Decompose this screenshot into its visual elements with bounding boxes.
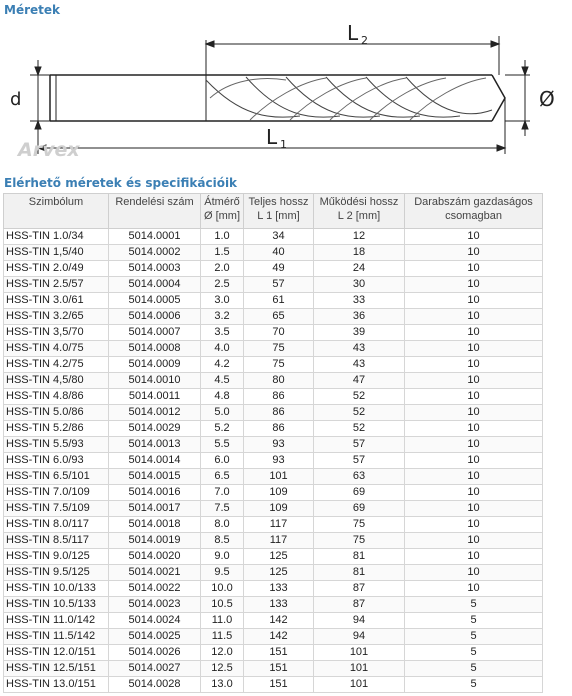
table-cell: 5 <box>405 629 543 645</box>
table-row <box>4 613 543 629</box>
table-row <box>4 405 543 421</box>
table-cell: 5014.0013 <box>109 437 201 453</box>
table-cell: 10 <box>405 485 543 501</box>
table-cell: 142 <box>244 613 314 629</box>
table-cell: 81 <box>314 565 405 581</box>
table-cell: 18 <box>314 245 405 261</box>
table-cell: 10 <box>405 405 543 421</box>
table-cell: 4.8 <box>201 389 244 405</box>
table-cell: HSS-TIN 9.0/125 <box>4 549 109 565</box>
drill-dimension-drawing <box>0 20 572 170</box>
table-cell: 5014.0002 <box>109 245 201 261</box>
table-cell: HSS-TIN 5.2/86 <box>4 421 109 437</box>
table-cell: 30 <box>314 277 405 293</box>
table-cell: 86 <box>244 389 314 405</box>
table-cell: 36 <box>314 309 405 325</box>
table-cell: 4.0 <box>201 341 244 357</box>
table-cell: 69 <box>314 485 405 501</box>
table-row <box>4 309 543 325</box>
table-row <box>4 517 543 533</box>
table-cell: 11.0 <box>201 613 244 629</box>
table-cell: 10 <box>405 549 543 565</box>
table-header-row <box>4 194 543 229</box>
table-cell: 93 <box>244 437 314 453</box>
table-cell: 125 <box>244 549 314 565</box>
table-cell: 2.0 <box>201 261 244 277</box>
table-cell: 5014.0014 <box>109 453 201 469</box>
spec-table <box>3 193 543 693</box>
table-cell: 142 <box>244 629 314 645</box>
table-cell: 81 <box>314 549 405 565</box>
spec-title: Elérhető méretek és specifikációik <box>4 176 238 190</box>
table-cell: 10 <box>405 373 543 389</box>
table-cell: 52 <box>314 405 405 421</box>
table-cell: HSS-TIN 13.0/151 <box>4 677 109 693</box>
table-cell: 12 <box>314 229 405 245</box>
table-cell: HSS-TIN 4.2/75 <box>4 357 109 373</box>
table-cell: 5014.0010 <box>109 373 201 389</box>
table-row <box>4 389 543 405</box>
table-cell: 5 <box>405 677 543 693</box>
table-cell: 5014.0006 <box>109 309 201 325</box>
table-cell: 2.5 <box>201 277 244 293</box>
table-cell: 5 <box>405 645 543 661</box>
table-cell: 5 <box>405 613 543 629</box>
table-cell: 5014.0020 <box>109 549 201 565</box>
table-cell: 65 <box>244 309 314 325</box>
table-cell: 13.0 <box>201 677 244 693</box>
table-cell: 5014.0022 <box>109 581 201 597</box>
l2-label: L <box>347 21 359 45</box>
table-cell: 86 <box>244 405 314 421</box>
table-cell: HSS-TIN 10.0/133 <box>4 581 109 597</box>
table-cell: 33 <box>314 293 405 309</box>
table-row <box>4 485 543 501</box>
table-cell: 5014.0001 <box>109 229 201 245</box>
table-row <box>4 501 543 517</box>
table-cell: 101 <box>314 661 405 677</box>
table-cell: 10 <box>405 469 543 485</box>
l1-sub: 1 <box>280 138 287 151</box>
table-cell: 52 <box>314 421 405 437</box>
table-cell: 10 <box>405 309 543 325</box>
table-cell: HSS-TIN 3.0/61 <box>4 293 109 309</box>
table-cell: 5.2 <box>201 421 244 437</box>
table-cell: 117 <box>244 533 314 549</box>
table-cell: 5014.0012 <box>109 405 201 421</box>
table-cell: 133 <box>244 581 314 597</box>
table-cell: 10 <box>405 501 543 517</box>
table-cell: 63 <box>314 469 405 485</box>
table-cell: 39 <box>314 325 405 341</box>
table-cell: 75 <box>314 517 405 533</box>
table-cell: 5014.0016 <box>109 485 201 501</box>
table-cell: 10 <box>405 245 543 261</box>
table-cell: 80 <box>244 373 314 389</box>
table-cell: 52 <box>314 389 405 405</box>
table-cell: 75 <box>244 341 314 357</box>
table-cell: HSS-TIN 1.0/34 <box>4 229 109 245</box>
table-cell: 10 <box>405 421 543 437</box>
table-cell: 10 <box>405 453 543 469</box>
table-cell: 7.0 <box>201 485 244 501</box>
table-cell: 10 <box>405 533 543 549</box>
table-cell: 9.0 <box>201 549 244 565</box>
table-cell: HSS-TIN 3,5/70 <box>4 325 109 341</box>
table-cell: 87 <box>314 597 405 613</box>
table-cell: 86 <box>244 421 314 437</box>
table-cell: 24 <box>314 261 405 277</box>
table-cell: 43 <box>314 357 405 373</box>
table-cell: HSS-TIN 11.0/142 <box>4 613 109 629</box>
table-cell: 10 <box>405 565 543 581</box>
table-cell: HSS-TIN 8.0/117 <box>4 517 109 533</box>
table-cell: 5014.0029 <box>109 421 201 437</box>
table-cell: 5014.0004 <box>109 277 201 293</box>
table-cell: 10 <box>405 437 543 453</box>
table-cell: 133 <box>244 597 314 613</box>
table-cell: 151 <box>244 677 314 693</box>
table-row <box>4 581 543 597</box>
table-cell: 10 <box>405 581 543 597</box>
table-cell: 10 <box>405 341 543 357</box>
table-cell: 10 <box>405 277 543 293</box>
table-row <box>4 677 543 693</box>
section-title: Méretek <box>4 3 60 17</box>
table-cell: 75 <box>244 357 314 373</box>
table-row <box>4 565 543 581</box>
header-order-number: Rendelési szám <box>109 194 201 229</box>
table-row <box>4 245 543 261</box>
table-cell: 101 <box>314 645 405 661</box>
table-cell: 5014.0021 <box>109 565 201 581</box>
table-cell: 10 <box>405 229 543 245</box>
table-cell: HSS-TIN 5.0/86 <box>4 405 109 421</box>
table-cell: 101 <box>314 677 405 693</box>
table-cell: 10 <box>405 261 543 277</box>
table-cell: HSS-TIN 11.5/142 <box>4 629 109 645</box>
l1-label: L <box>266 125 278 149</box>
table-cell: 6.0 <box>201 453 244 469</box>
table-cell: 5014.0005 <box>109 293 201 309</box>
table-cell: HSS-TIN 5.5/93 <box>4 437 109 453</box>
table-cell: 3.5 <box>201 325 244 341</box>
table-cell: 94 <box>314 629 405 645</box>
table-cell: 93 <box>244 453 314 469</box>
table-cell: 8.5 <box>201 533 244 549</box>
table-cell: 34 <box>244 229 314 245</box>
table-cell: 5014.0019 <box>109 533 201 549</box>
table-cell: 7.5 <box>201 501 244 517</box>
table-cell: HSS-TIN 4.0/75 <box>4 341 109 357</box>
table-cell: 61 <box>244 293 314 309</box>
table-cell: HSS-TIN 9.5/125 <box>4 565 109 581</box>
table-cell: 9.5 <box>201 565 244 581</box>
header-symbol: Szimbólum <box>4 194 109 229</box>
table-row <box>4 661 543 677</box>
table-cell: 8.0 <box>201 517 244 533</box>
table-cell: 5014.0027 <box>109 661 201 677</box>
table-cell: 10 <box>405 325 543 341</box>
table-cell: 10.0 <box>201 581 244 597</box>
table-cell: 1.0 <box>201 229 244 245</box>
table-cell: 5014.0028 <box>109 677 201 693</box>
table-cell: 94 <box>314 613 405 629</box>
table-row <box>4 437 543 453</box>
table-cell: 49 <box>244 261 314 277</box>
table-cell: 43 <box>314 341 405 357</box>
table-cell: 5014.0026 <box>109 645 201 661</box>
table-cell: 125 <box>244 565 314 581</box>
table-cell: 5014.0024 <box>109 613 201 629</box>
table-cell: 10 <box>405 357 543 373</box>
table-cell: HSS-TIN 12.5/151 <box>4 661 109 677</box>
table-cell: 57 <box>314 437 405 453</box>
table-cell: 1.5 <box>201 245 244 261</box>
table-cell: 57 <box>244 277 314 293</box>
table-cell: 101 <box>244 469 314 485</box>
table-cell: 5014.0011 <box>109 389 201 405</box>
table-row <box>4 357 543 373</box>
table-cell: 4.5 <box>201 373 244 389</box>
table-cell: 109 <box>244 485 314 501</box>
table-cell: 5 <box>405 661 543 677</box>
header-total-length: Teljes hossz L 1 [mm] <box>244 194 314 229</box>
table-row <box>4 229 543 245</box>
table-cell: 11.5 <box>201 629 244 645</box>
table-cell: HSS-TIN 4.8/86 <box>4 389 109 405</box>
header-pack-quantity: Darabszám gazdaságos csomagban <box>405 194 543 229</box>
table-cell: HSS-TIN 7.5/109 <box>4 501 109 517</box>
table-cell: 40 <box>244 245 314 261</box>
table-cell: 12.5 <box>201 661 244 677</box>
table-cell: 4.2 <box>201 357 244 373</box>
table-cell: 10 <box>405 517 543 533</box>
table-cell: 5 <box>405 597 543 613</box>
table-cell: 5.5 <box>201 437 244 453</box>
table-cell: 5014.0018 <box>109 517 201 533</box>
table-cell: HSS-TIN 7.0/109 <box>4 485 109 501</box>
table-cell: HSS-TIN 6.0/93 <box>4 453 109 469</box>
table-row <box>4 421 543 437</box>
table-cell: 5014.0025 <box>109 629 201 645</box>
table-row <box>4 533 543 549</box>
table-cell: 5014.0023 <box>109 597 201 613</box>
table-cell: 10 <box>405 293 543 309</box>
table-row <box>4 629 543 645</box>
table-cell: 151 <box>244 645 314 661</box>
table-cell: 70 <box>244 325 314 341</box>
arvex-logo: Arvex <box>18 139 80 161</box>
table-cell: HSS-TIN 3.2/65 <box>4 309 109 325</box>
table-cell: 5.0 <box>201 405 244 421</box>
table-row <box>4 277 543 293</box>
table-body <box>4 229 543 693</box>
table-cell: 5014.0003 <box>109 261 201 277</box>
table-cell: 3.0 <box>201 293 244 309</box>
table-cell: 5014.0007 <box>109 325 201 341</box>
table-cell: 151 <box>244 661 314 677</box>
table-cell: HSS-TIN 12.0/151 <box>4 645 109 661</box>
table-cell: 10.5 <box>201 597 244 613</box>
table-cell: 109 <box>244 501 314 517</box>
table-cell: 47 <box>314 373 405 389</box>
table-cell: 5014.0008 <box>109 341 201 357</box>
table-cell: 3.2 <box>201 309 244 325</box>
table-cell: 12.0 <box>201 645 244 661</box>
table-cell: 5014.0009 <box>109 357 201 373</box>
table-row <box>4 325 543 341</box>
table-cell: HSS-TIN 2.0/49 <box>4 261 109 277</box>
table-cell: 69 <box>314 501 405 517</box>
table-cell: 5014.0017 <box>109 501 201 517</box>
table-cell: HSS-TIN 6.5/101 <box>4 469 109 485</box>
table-row <box>4 549 543 565</box>
table-row <box>4 293 543 309</box>
table-row <box>4 645 543 661</box>
diameter-label: Ø <box>539 87 555 111</box>
table-cell: HSS-TIN 10.5/133 <box>4 597 109 613</box>
table-row <box>4 341 543 357</box>
table-cell: 75 <box>314 533 405 549</box>
table-row <box>4 469 543 485</box>
header-working-length: Működési hossz L 2 [mm] <box>314 194 405 229</box>
header-diameter: Átmérő Ø [mm] <box>201 194 244 229</box>
l2-sub: 2 <box>361 34 368 47</box>
table-cell: 117 <box>244 517 314 533</box>
table-row <box>4 597 543 613</box>
table-cell: 6.5 <box>201 469 244 485</box>
d-label: d <box>10 89 22 110</box>
table-row <box>4 373 543 389</box>
table-row <box>4 453 543 469</box>
table-cell: HSS-TIN 4,5/80 <box>4 373 109 389</box>
table-row <box>4 261 543 277</box>
table-cell: HSS-TIN 2.5/57 <box>4 277 109 293</box>
table-cell: HSS-TIN 1,5/40 <box>4 245 109 261</box>
table-cell: 10 <box>405 389 543 405</box>
table-cell: 57 <box>314 453 405 469</box>
table-cell: 87 <box>314 581 405 597</box>
table-cell: HSS-TIN 8.5/117 <box>4 533 109 549</box>
table-cell: 5014.0015 <box>109 469 201 485</box>
